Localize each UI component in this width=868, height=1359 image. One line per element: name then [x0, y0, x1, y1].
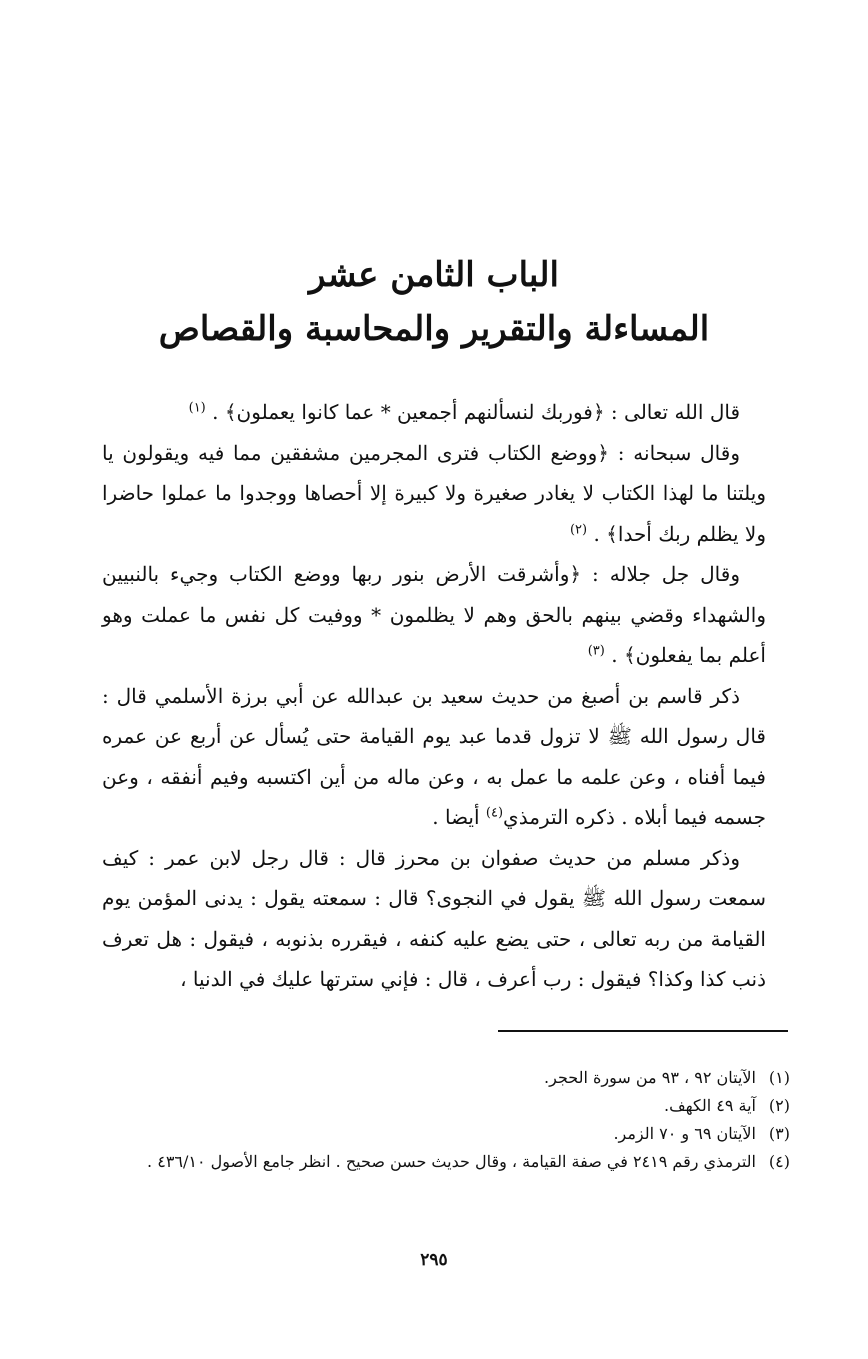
footnotes: [100, 1064, 790, 1176]
punctuation: .: [604, 643, 624, 667]
hadith-text-end: أيضا .: [432, 805, 486, 829]
verse-intro: قال الله تعالى :: [604, 400, 740, 424]
verse-intro: وقال جل جلاله :: [581, 562, 740, 586]
hadith-text: وذكر مسلم من حديث صفوان بن محرز قال : قال رجل لابن عمر : كيف سمعت رسول الله ﷺ يقول في النجوى؟ قال : سمعته يقول : يدنى المؤمن يوم القيامة من ربه تعالى ، حتى يضع عليه كنفه ، فيقرره بذنوبه ، فيقول : هل تعرف ذنب كذا وكذا؟ فيقول : رب أعرف ، قال : فإني سترتها عليك في الدنيا ،: [102, 845, 766, 991]
paragraph-verse-2: [102, 433, 766, 555]
footnote-text: الآيتان ٩٢ ، ٩٣ من سورة الحجر.: [544, 1068, 756, 1087]
footnote-number: (٢): [768, 1096, 790, 1115]
footnote-text: الترمذي رقم ٢٤١٩ في صفة القيامة ، وقال حديث حسن صحيح . انظر جامع الأصول ٤٣٦/١٠ .: [147, 1152, 756, 1171]
body-text: [102, 392, 766, 1000]
footnote-divider: [498, 1030, 788, 1032]
chapter-number: الباب الثامن عشر: [308, 255, 559, 295]
hadith-text: ذكر قاسم بن أصبغ من حديث سعيد بن عبدالله عن أبي برزة الأسلمي قال : قال رسول الله ﷺ لا تزول قدما عبد يوم القيامة حتى يُسأل عن أربع عن عمره فيما أفناه ، وعن علمه ما عمل به ، وعن ماله من أين اكتسبه وفيم أنفقه ، وعن جسمه فيما أبلاه . ذكره الترمذي: [102, 683, 766, 829]
quran-quote: ﴿فوربك لنسألنهم أجمعين * عما كانوا يعملون﴾: [224, 400, 605, 424]
footnote-item: [100, 1148, 790, 1176]
footnote-item: [100, 1092, 790, 1120]
paragraph-hadith-1: [102, 676, 766, 838]
footnote-text: آية ٤٩ الكهف.: [663, 1096, 756, 1115]
footnote-item: [100, 1064, 790, 1092]
footnote-ref[interactable]: (٢): [569, 521, 588, 537]
chapter-heading: [100, 248, 768, 356]
verse-intro: وقال سبحانه :: [609, 440, 740, 465]
paragraph-verse-3: [102, 554, 766, 676]
punctuation: .: [205, 400, 225, 424]
quran-quote: ﴿ووضع الكتاب فترى المجرمين مشفقين مما فيه ويقولون يا ويلتنا ما لهذا الكتاب لا يغادر صغيرة ولا كبيرة إلا أحصاها ووجدوا ما عملوا حاضرا ولا يظلم ربك أحدا﴾: [102, 440, 766, 546]
punctuation: .: [587, 521, 607, 546]
footnote-number: (٤): [768, 1152, 790, 1171]
footnote-ref[interactable]: (١): [188, 400, 206, 416]
footnote-text: الآيتان ٦٩ و ٧٠ الزمر.: [613, 1124, 756, 1143]
paragraph-verse-1: [102, 392, 766, 433]
page-number: ٢٩٥: [420, 1250, 448, 1270]
paragraph-hadith-2: [102, 838, 766, 1000]
footnote-ref[interactable]: (٤): [485, 805, 504, 821]
footnote-ref[interactable]: (٣): [587, 643, 605, 659]
quran-quote: ﴿وأشرقت الأرض بنور ربها ووضع الكتاب وجيء بالنبيين والشهداء وقضي بينهم بالحق وهم لا يظلمون * ووفيت كل نفس ما عملت وهو أعلم بما يفعلون﴾: [102, 562, 766, 667]
footnote-item: [100, 1120, 790, 1148]
chapter-title: المساءلة والتقرير والمحاسبة والقصاص: [158, 309, 710, 349]
footnote-number: (٣): [768, 1124, 790, 1143]
footnote-number: (١): [768, 1068, 790, 1087]
